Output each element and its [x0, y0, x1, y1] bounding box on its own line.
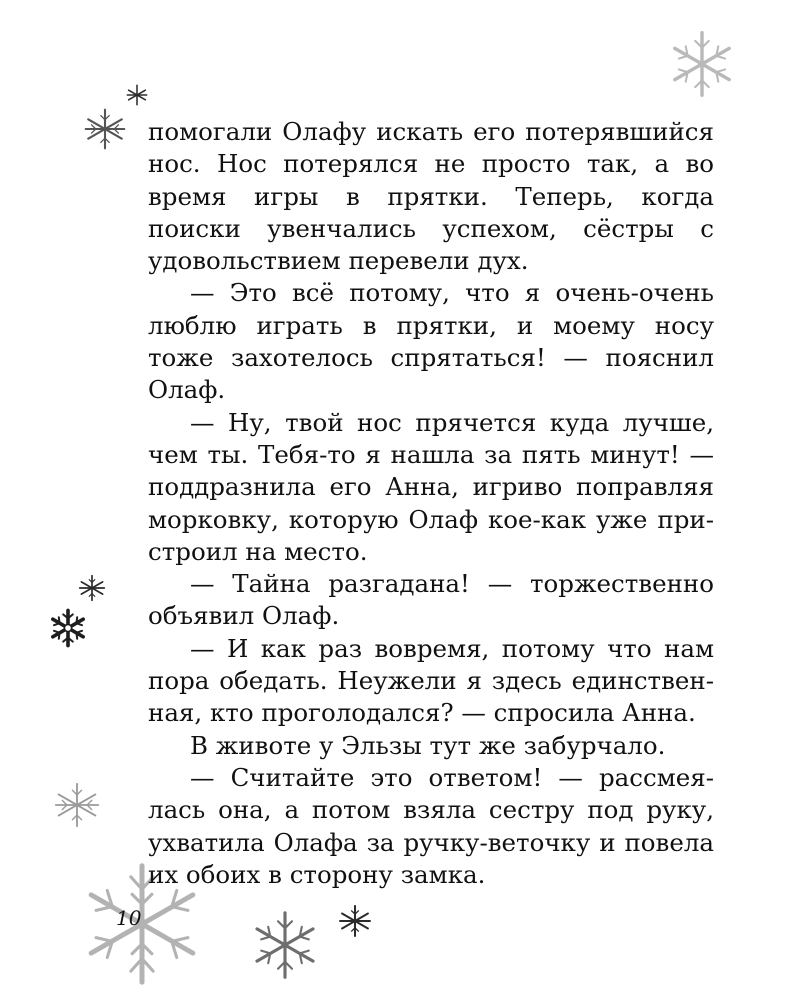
snowflake-icon: [84, 108, 126, 150]
snowflake-icon: [338, 904, 372, 938]
snowflake-icon: [250, 910, 320, 980]
paragraph: — Считайте это ответом! — рассмеялась она, а потом взяла сестру под руку, ухватила Олафа за ручку-веточку и повела их обоих в сторону замка.: [148, 762, 714, 889]
snowflake-icon: [668, 30, 736, 98]
paragraph: — И как раз вовремя, потому что нам пора обедать. Неужели я здесь единственная, кто проголодался? — спросила Анна.: [148, 633, 714, 728]
story-text: [148, 116, 714, 891]
paragraph: — Ну, твой нос прячется куда лучше, чем ты. Тебя-то я нашла за пять минут! — поддразнила его Анна, игриво поправляя морковку, которую Олаф кое-как уже пристроил на место.: [148, 407, 714, 566]
snowflake-icon: [126, 84, 148, 106]
paragraph: помогали Олафу искать его потерявшийся нос. Нос потерялся не просто так, а во время игры в прятки. Теперь, когда поиски увенчались успехом, сёстры с удовольствием перевели дух.: [148, 117, 714, 276]
snowflake-icon: [78, 574, 106, 602]
paragraph: — Это всё потому, что я очень-очень люблю играть в прятки, и моему носу тоже захотелось спрятаться! — пояснил Олаф.: [148, 278, 714, 405]
paragraph: — Тайна разгадана! — торжественно объявил Олаф.: [148, 569, 714, 631]
snowflake-icon: [48, 608, 88, 648]
snowflake-icon: [54, 782, 100, 828]
page-number: 10: [116, 906, 142, 930]
paragraph: В животе у Эльзы тут же забурчало.: [190, 730, 666, 760]
